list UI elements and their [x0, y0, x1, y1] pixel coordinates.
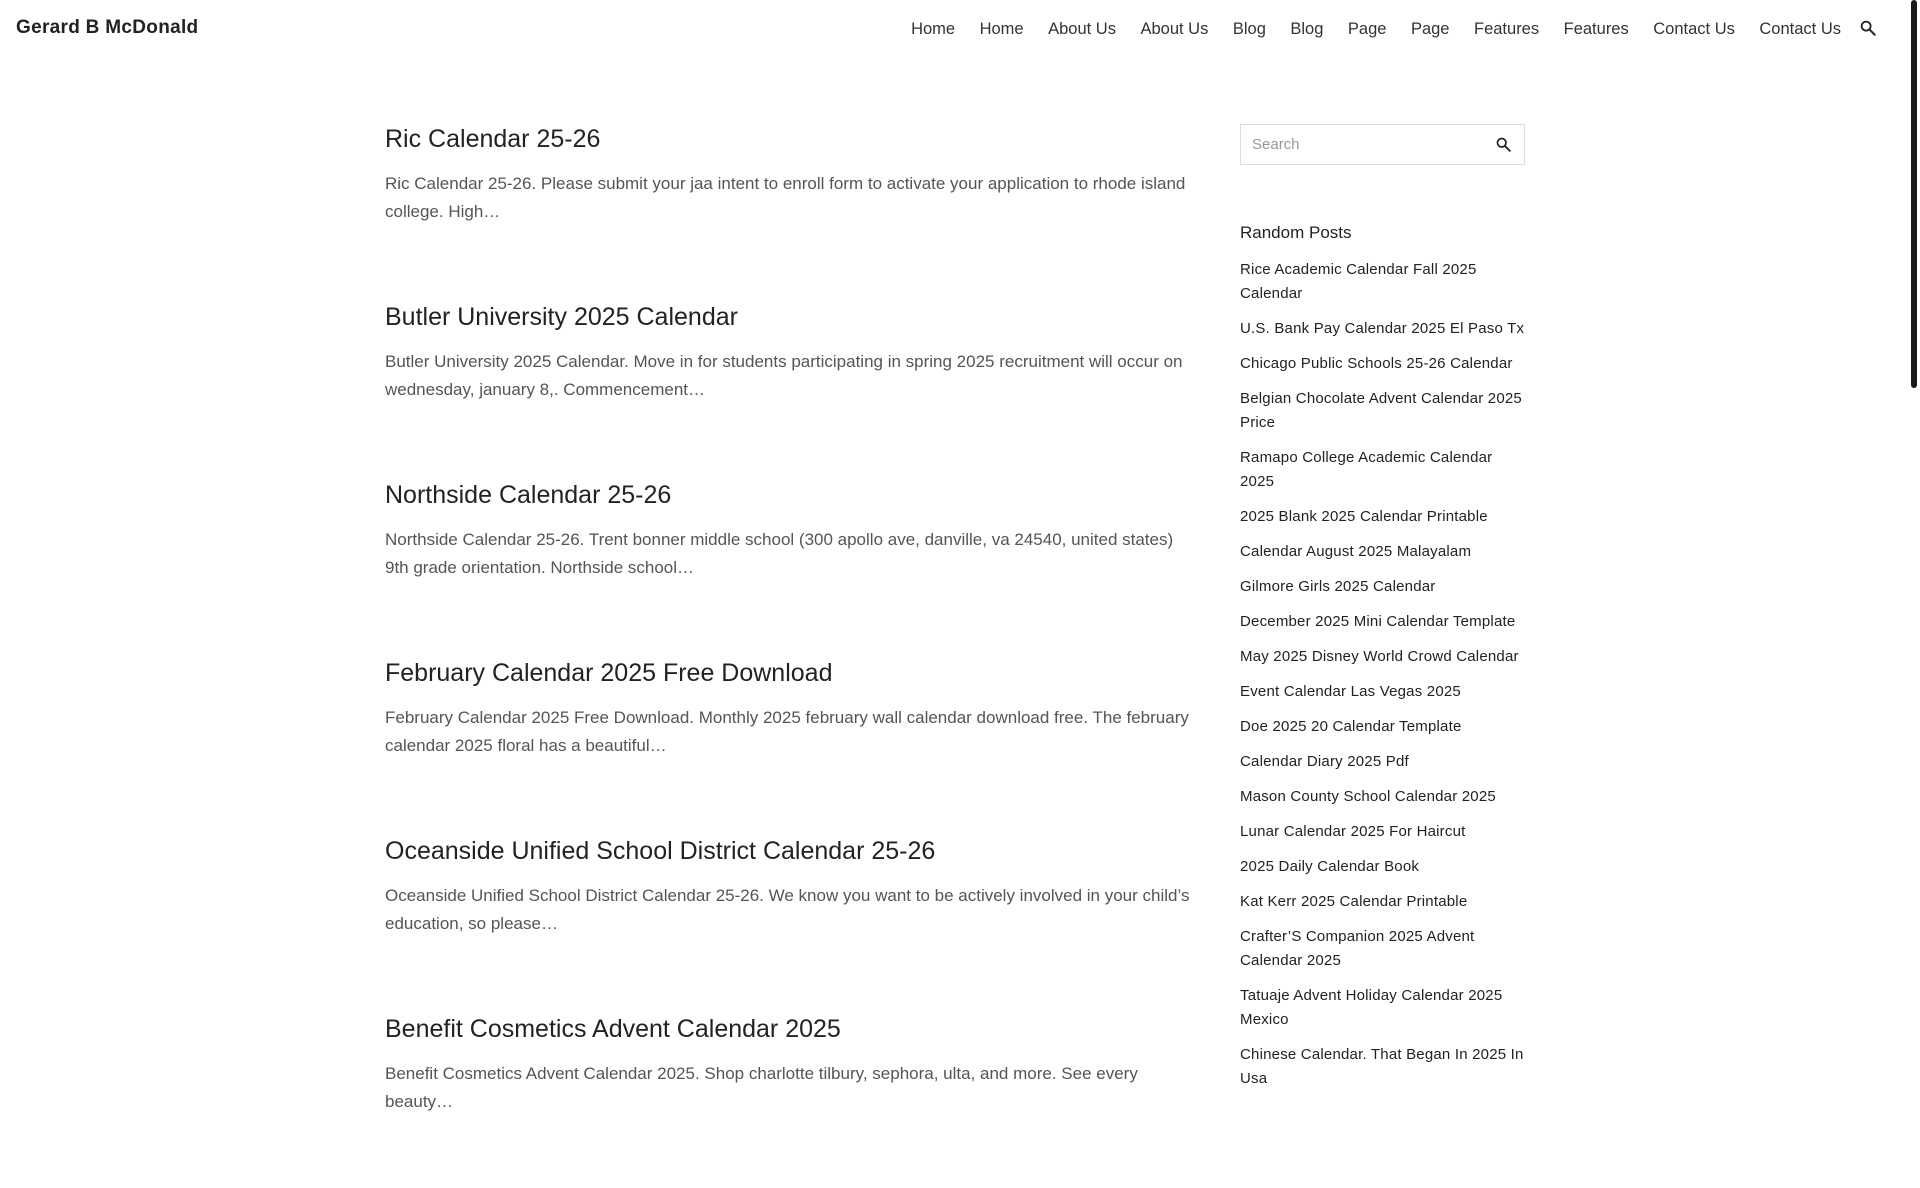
- nav-item-about-us[interactable]: About Us: [1048, 19, 1116, 38]
- search-form: [1240, 124, 1525, 165]
- post-title[interactable]: February Calendar 2025 Free Download: [385, 659, 833, 687]
- random-post-link[interactable]: Event Calendar Las Vegas 2025: [1240, 683, 1461, 700]
- list-item: [1240, 820, 1525, 844]
- post-excerpt: Butler University 2025 Calendar. Move in for students participating in spring 2025 recruitment will occur on wednesday, january 8,. Commencement…: [385, 352, 1183, 399]
- post-item: [385, 120, 1190, 298]
- random-post-link[interactable]: Chinese Calendar. That Began In 2025 In Usa: [1240, 1046, 1524, 1087]
- random-post-link[interactable]: December 2025 Mini Calendar Template: [1240, 613, 1516, 630]
- post-item: [385, 476, 1190, 654]
- widget-title: Random Posts: [1240, 223, 1352, 242]
- nav-item-blog[interactable]: Blog: [1232, 19, 1266, 38]
- random-post-link[interactable]: Calendar August 2025 Malayalam: [1240, 543, 1472, 560]
- list-item: [1240, 715, 1525, 739]
- list-item: [1240, 540, 1525, 564]
- post-title[interactable]: Benefit Cosmetics Advent Calendar 2025: [385, 1015, 841, 1043]
- nav-item-features[interactable]: Features: [1563, 19, 1629, 38]
- random-post-link[interactable]: Belgian Chocolate Advent Calendar 2025 Price: [1240, 390, 1522, 431]
- list-item: [1240, 258, 1525, 306]
- site-title[interactable]: Gerard B McDonald: [16, 17, 199, 38]
- random-post-link[interactable]: Kat Kerr 2025 Calendar Printable: [1240, 893, 1468, 910]
- random-post-link[interactable]: Lunar Calendar 2025 For Haircut: [1240, 823, 1466, 840]
- random-post-link[interactable]: Calendar Diary 2025 Pdf: [1240, 753, 1409, 770]
- random-post-link[interactable]: May 2025 Disney World Crowd Calendar: [1240, 648, 1519, 665]
- random-post-link[interactable]: Doe 2025 20 Calendar Template: [1240, 718, 1462, 735]
- nav-item-home[interactable]: Home: [979, 19, 1024, 38]
- list-item: [1240, 785, 1525, 809]
- post-item: [385, 1010, 1190, 1188]
- nav-item-blog[interactable]: Blog: [1290, 19, 1324, 38]
- random-post-link[interactable]: 2025 Daily Calendar Book: [1240, 858, 1420, 875]
- list-item: [1240, 317, 1525, 341]
- post-excerpt: February Calendar 2025 Free Download. Monthly 2025 february wall calendar download free. The february calendar 2025 floral has a beautiful…: [385, 708, 1189, 755]
- post-excerpt: Ric Calendar 25-26. Please submit your jaa intent to enroll form to activate your application to rhode island college. High…: [385, 174, 1186, 221]
- list-item: [1240, 890, 1525, 914]
- nav-item-features[interactable]: Features: [1474, 19, 1540, 38]
- list-item: [1240, 750, 1525, 774]
- random-post-link[interactable]: Chicago Public Schools 25-26 Calendar: [1240, 355, 1513, 372]
- random-post-link[interactable]: 2025 Blank 2025 Calendar Printable: [1240, 508, 1488, 525]
- list-item: [1240, 446, 1525, 494]
- search-icon[interactable]: [1495, 136, 1512, 153]
- search-icon[interactable]: [1859, 19, 1877, 37]
- post-item: [385, 832, 1190, 1010]
- random-post-link[interactable]: Tatuaje Advent Holiday Calendar 2025 Mexico: [1240, 987, 1503, 1028]
- random-post-link[interactable]: Ramapo College Academic Calendar 2025: [1240, 449, 1493, 490]
- random-post-link[interactable]: Crafter’S Companion 2025 Advent Calendar 2025: [1240, 928, 1475, 969]
- post-item: [385, 298, 1190, 476]
- post-excerpt: Northside Calendar 25-26. Trent bonner middle school (300 apollo ave, danville, va 24540, united states) 9th grade orientation. Northside school…: [385, 530, 1174, 577]
- nav-item-contact-us[interactable]: Contact Us: [1759, 19, 1841, 38]
- list-item: [1240, 505, 1525, 529]
- scrollbar-thumb[interactable]: [1911, 0, 1917, 388]
- post-title[interactable]: Butler University 2025 Calendar: [385, 303, 738, 331]
- main-nav: [887, 0, 1841, 58]
- random-post-link[interactable]: Rice Academic Calendar Fall 2025 Calendar: [1240, 261, 1477, 302]
- list-item: [1240, 680, 1525, 704]
- random-post-link[interactable]: Mason County School Calendar 2025: [1240, 788, 1496, 805]
- random-post-link[interactable]: Gilmore Girls 2025 Calendar: [1240, 578, 1436, 595]
- list-item: [1240, 925, 1525, 973]
- nav-item-contact-us[interactable]: Contact Us: [1653, 19, 1735, 38]
- list-item: [1240, 575, 1525, 599]
- random-post-link[interactable]: U.S. Bank Pay Calendar 2025 El Paso Tx: [1240, 320, 1525, 337]
- nav-item-page[interactable]: Page: [1410, 19, 1450, 38]
- search-input[interactable]: [1241, 125, 1492, 164]
- scrollbar[interactable]: [1906, 0, 1920, 1080]
- post-title[interactable]: Oceanside Unified School District Calendar 25-26: [385, 837, 936, 865]
- list-item: [1240, 645, 1525, 669]
- post-excerpt: Oceanside Unified School District Calendar 25-26. We know you want to be actively involved in your child’s education, so please…: [385, 886, 1190, 933]
- list-item: [1240, 352, 1525, 376]
- random-posts-list: [1240, 258, 1525, 1091]
- list-item: [1240, 387, 1525, 435]
- nav-item-home[interactable]: Home: [911, 19, 956, 38]
- list-item: [1240, 1043, 1525, 1091]
- post-item: [385, 654, 1190, 832]
- list-item: [1240, 855, 1525, 879]
- nav-item-page[interactable]: Page: [1347, 19, 1387, 38]
- list-item: [1240, 610, 1525, 634]
- sidebar: [1240, 124, 1525, 1102]
- site-header: [0, 0, 1905, 58]
- list-item: [1240, 984, 1525, 1032]
- post-title[interactable]: Ric Calendar 25-26: [385, 125, 601, 153]
- post-list: [385, 120, 1190, 1188]
- nav-item-about-us[interactable]: About Us: [1140, 19, 1209, 38]
- post-title[interactable]: Northside Calendar 25-26: [385, 481, 672, 509]
- post-excerpt: Benefit Cosmetics Advent Calendar 2025. Shop charlotte tilbury, sephora, ulta, and more. See every beauty…: [385, 1064, 1138, 1111]
